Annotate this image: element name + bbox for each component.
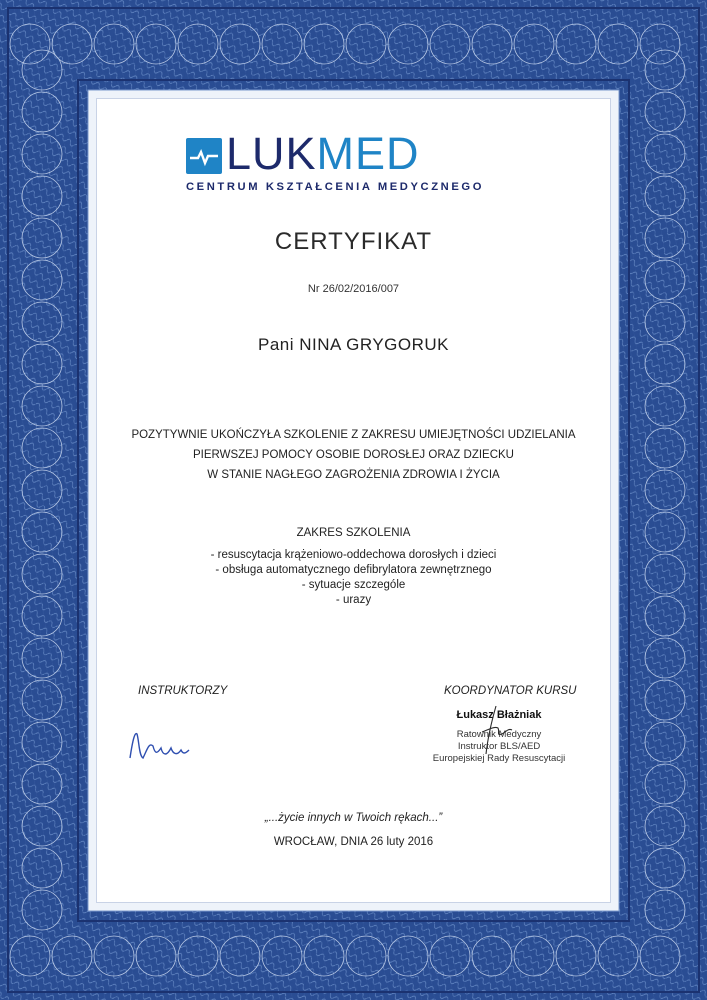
statement-line: PIERWSZEJ POMOCY OSOBIE DOROSŁEJ ORAZ DZIECKU xyxy=(193,449,514,461)
logo-wordmark-med: MED xyxy=(316,128,420,179)
scope-item: - resuscytacja krążeniowo-oddechowa dorosłych i dzieci xyxy=(210,549,497,561)
scope-item: - obsługa automatycznego defibrylatora zewnętrznego xyxy=(215,564,492,576)
coordinator-signature xyxy=(468,702,528,762)
logo-wordmark xyxy=(226,128,420,180)
motto: „...życie innych w Twoich rękach...” xyxy=(264,812,443,824)
instructors-label: INSTRUKTORZY xyxy=(138,685,228,697)
scope-item: - urazy xyxy=(335,594,372,606)
statement-line: W STANIE NAGŁEGO ZAGROŻENIA ZDROWIA I ŻYCIA xyxy=(207,469,500,481)
place-and-date: WROCŁAW, DNIA 26 luty 2016 xyxy=(273,836,434,848)
logo-wordmark-luk: LUK xyxy=(226,128,317,179)
completion-statement xyxy=(96,425,611,485)
statement-line: POZYTYWNIE UKOŃCZYŁA SZKOLENIE Z ZAKRESU UMIEJĘTNOŚCI UDZIELANIA xyxy=(131,429,576,441)
coordinator-role: Instruktor BLS/AED xyxy=(457,741,541,752)
coordinator-title: Ratownik Medyczny xyxy=(456,729,542,740)
coordinator-label: KOORDYNATOR KURSU xyxy=(444,685,577,697)
certificate-number: Nr 26/02/2016/007 xyxy=(307,283,400,295)
lukmed-logo xyxy=(186,128,524,200)
certificate-paper xyxy=(96,98,611,903)
scope-item: - sytuacje szczególe xyxy=(301,579,406,591)
scope-heading: ZAKRES SZKOLENIA xyxy=(296,527,411,539)
heartbeat-icon xyxy=(186,138,222,174)
certificate-title: CERTYFIKAT xyxy=(274,228,433,255)
coordinator-name: Łukasz Błażniak xyxy=(456,709,542,721)
recipient-name: Pani NINA GRYGORUK xyxy=(257,335,450,354)
instructor-signature xyxy=(125,728,195,768)
coordinator-organization: Europejskiej Rady Resuscytacji xyxy=(432,753,566,764)
logo-subtitle: CENTRUM KSZTAŁCENIA MEDYCZNEGO xyxy=(186,181,485,193)
scope-list xyxy=(96,548,611,608)
